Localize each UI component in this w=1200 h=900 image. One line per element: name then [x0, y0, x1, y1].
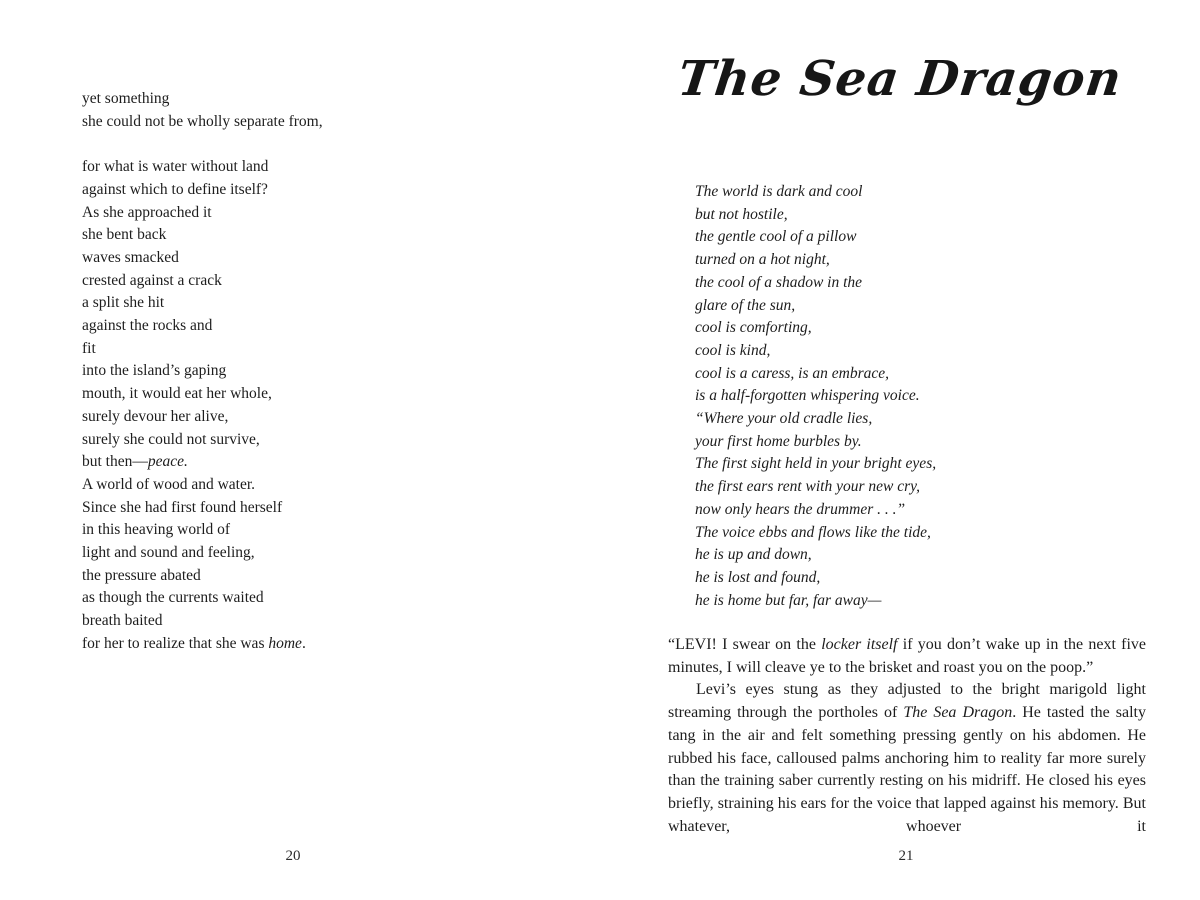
poem-line	[82, 633, 323, 656]
text-run: now only hears the drummer . . .”	[695, 500, 906, 518]
poem-line	[695, 522, 936, 545]
poem-line	[82, 497, 323, 520]
poem-line	[695, 431, 936, 454]
text-run: light and sound and feeling,	[82, 544, 255, 562]
text-run: .	[301, 634, 306, 652]
poem-line	[695, 453, 936, 476]
text-run: yet something	[82, 90, 170, 107]
text-run: your first home burbles by.	[695, 432, 862, 450]
text-run: As she approached it	[82, 203, 212, 221]
poem-line	[695, 499, 936, 522]
poem-line	[82, 292, 323, 315]
poem-stanza-break	[82, 133, 323, 156]
text-run: into the island’s gaping	[82, 362, 227, 380]
text-run: “Where your old cradle lies,	[695, 410, 873, 428]
page-number-right: 21	[898, 848, 914, 864]
text-run: she could not be wholly separate from,	[82, 112, 323, 130]
text-run: cool is a caress, is an embrace,	[695, 364, 890, 382]
poem-line	[82, 451, 323, 474]
poem-line	[82, 111, 323, 134]
poem-line	[82, 519, 323, 542]
text-run: he is home but far, far away—	[695, 591, 882, 609]
poem-line	[82, 315, 323, 338]
italic-text-run: home	[268, 634, 302, 652]
text-run: fit	[82, 339, 96, 357]
poem-line	[695, 181, 936, 204]
page-number-left: 20	[285, 848, 301, 864]
text-run: The first sight held in your bright eyes,	[695, 455, 937, 473]
text-run: against which to define itself?	[82, 180, 268, 198]
poem-line	[82, 542, 323, 565]
poem-line	[82, 565, 323, 588]
poem-line	[82, 179, 323, 202]
poem-line	[82, 88, 323, 111]
text-run: breath baited	[82, 612, 163, 630]
chapter-prose	[668, 634, 1146, 838]
text-run: “LEVI! I swear on the	[668, 636, 822, 653]
poem-line	[695, 385, 936, 408]
poem-line	[82, 429, 323, 452]
poem-line	[695, 363, 936, 386]
chapter-epigraph-poem	[695, 181, 936, 612]
poem-line	[695, 317, 936, 340]
text-run: for what is water without land	[82, 158, 269, 176]
poem-left	[82, 88, 323, 656]
text-run: for her to realize that she was	[82, 634, 269, 652]
text-run: surely she could not survive,	[82, 430, 260, 448]
text-run: the pressure abated	[82, 566, 201, 584]
poem-line	[695, 249, 936, 272]
text-run: the cool of a shadow in the	[695, 273, 863, 291]
poem-line	[82, 270, 323, 293]
poem-line	[82, 338, 323, 361]
text-run: The voice ebbs and flows like the tide,	[695, 523, 931, 541]
text-run: The world is dark and cool	[695, 183, 863, 200]
text-run: he is up and down,	[695, 546, 812, 564]
text-run: if you don’t wake up in the next five minutes, I will cleave ye to the brisket and roast you on the poop.”	[668, 636, 1146, 676]
text-run: mouth, it would eat her whole,	[82, 385, 272, 403]
text-run: the gentle cool of a pillow	[695, 228, 857, 246]
text-run: Since she had first found herself	[82, 498, 283, 516]
poem-line	[695, 226, 936, 249]
poem-line	[82, 224, 323, 247]
poem-line	[695, 408, 936, 431]
text-run: Levi’s eyes stung as they adjusted to the bright marigold light streaming through the portholes of	[668, 681, 1146, 722]
text-run: cool is kind,	[695, 341, 771, 359]
text-run: turned on a hot night,	[695, 251, 830, 269]
poem-line	[695, 544, 936, 567]
poem-line	[82, 406, 323, 429]
poem-line	[82, 610, 323, 633]
poem-line	[695, 590, 936, 613]
poem-line	[82, 587, 323, 610]
poem-line	[82, 383, 323, 406]
prose-paragraph	[668, 679, 1146, 838]
text-run: the first ears rent with your new cry,	[695, 478, 921, 496]
italic-text-run: locker itself	[821, 636, 898, 653]
italic-text-run: peace.	[147, 453, 188, 471]
text-run: surely devour her alive,	[82, 407, 229, 425]
text-run: cool is comforting,	[695, 319, 812, 337]
poem-line	[82, 474, 323, 497]
text-run: in this heaving world of	[82, 521, 231, 539]
text-run: waves smacked	[82, 248, 179, 266]
text-run: glare of the sun,	[695, 296, 796, 314]
poem-line	[695, 476, 936, 499]
poem-line	[695, 567, 936, 590]
text-run: . He tasted the salty tang in the air and felt something pressing gently on his abdomen. He rubbed his face, calloused palms anchoring him to reality far more surely than the training saber currently resting on his midriff. He closed his eyes briefly, straining his ears for the voice that lapped against his memory. But whatever, whoever it	[668, 704, 1146, 835]
text-run: crested against a crack	[82, 271, 222, 289]
poem-line	[695, 204, 936, 227]
text-run: but not hostile,	[695, 205, 788, 223]
chapter-title: The Sea Dragon	[674, 51, 1126, 107]
poem-line	[82, 247, 323, 270]
text-run: as though the currents waited	[82, 589, 264, 607]
poem-line	[82, 202, 323, 225]
poem-line	[695, 295, 936, 318]
text-run: A world of wood and water.	[82, 475, 256, 493]
italic-text-run: The Sea Dragon	[903, 704, 1013, 722]
text-run: he is lost and found,	[695, 568, 821, 586]
text-run: against the rocks and	[82, 317, 213, 335]
text-run: a split she hit	[82, 294, 165, 312]
poem-line	[695, 272, 936, 295]
text-run: is a half-forgotten whispering voice.	[695, 387, 920, 405]
text-run: but then—	[82, 453, 148, 471]
prose-paragraph	[668, 634, 1146, 679]
text-run: she bent back	[82, 226, 167, 244]
poem-line	[82, 156, 323, 179]
poem-line	[82, 360, 323, 383]
poem-line	[695, 340, 936, 363]
